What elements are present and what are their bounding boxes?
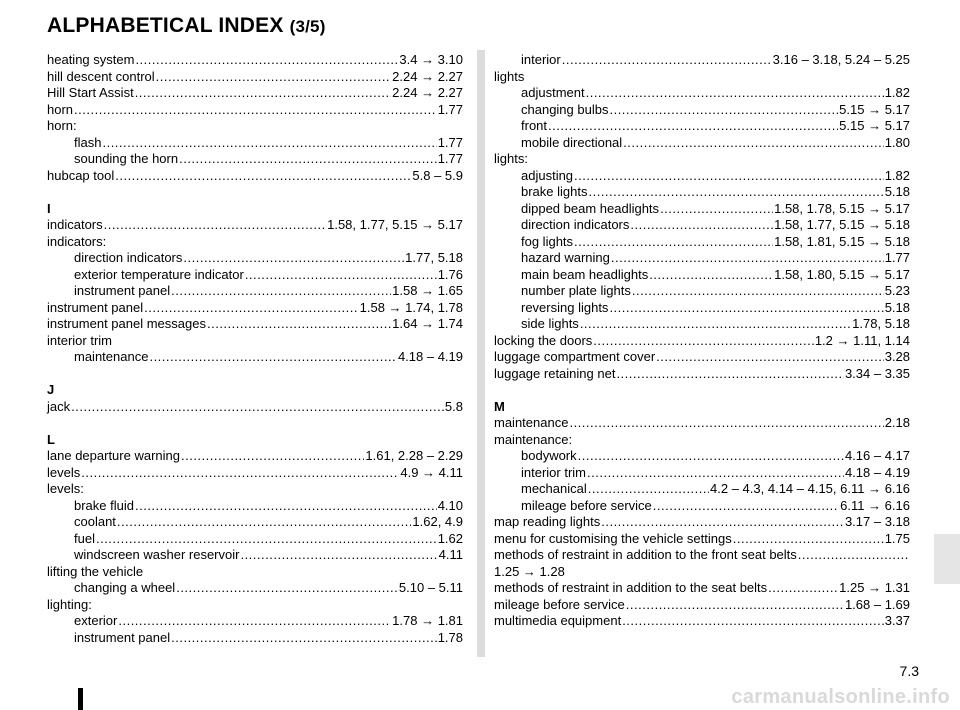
- entry-page-ref: 1.58, 1.78, 5.15 → 5.17: [774, 200, 910, 216]
- entry-label: interior: [521, 52, 561, 67]
- index-heading: lifting the vehicle: [47, 563, 144, 579]
- index-entry: [494, 481, 910, 498]
- entry-label: direction indicators: [74, 250, 183, 265]
- entry-page-ref: 1.64 → 1.74: [392, 316, 463, 331]
- entry-label: front: [521, 118, 548, 133]
- dot-leader: [609, 102, 838, 119]
- dot-leader: [630, 217, 773, 234]
- entry-label: side lights: [521, 316, 579, 331]
- dot-leader: [118, 613, 391, 630]
- dot-leader: [588, 481, 709, 498]
- crop-mark: [78, 688, 83, 710]
- dot-leader: [616, 366, 844, 383]
- entry-label: mileage before service: [521, 497, 652, 513]
- entry-label: maintenance: [74, 349, 149, 364]
- entry-page-ref: 5.8 – 5.9: [412, 167, 463, 183]
- entry-label: map reading lights: [494, 514, 601, 529]
- dot-leader: [632, 283, 884, 300]
- entry-page-ref: 3.17 – 3.18: [844, 514, 910, 529]
- dot-leader: [611, 250, 884, 267]
- entry-page-ref: 1.76: [437, 266, 463, 282]
- dot-leader: [653, 498, 839, 515]
- entry-page-ref: 6.11 → 6.16: [840, 497, 910, 513]
- entry-label: instrument panel messages: [47, 316, 206, 331]
- entry-page-ref: 1.82: [884, 85, 910, 100]
- dot-leader: [156, 69, 392, 86]
- entry-label: instrument panel: [74, 283, 171, 298]
- index-entry: [494, 267, 910, 284]
- dot-leader: [609, 300, 883, 317]
- index-entry: [494, 465, 910, 482]
- title-part: (3/5): [289, 17, 326, 36]
- entry-page-ref: 1.58, 1.80, 5.15 → 5.17: [774, 266, 910, 282]
- index-entry: [494, 300, 910, 317]
- index-column-right: [494, 52, 910, 630]
- index-entry: [494, 531, 910, 548]
- index-heading: maintenance:: [494, 431, 573, 447]
- entry-label: methods of restraint in addition to the front seat belts: [494, 547, 797, 562]
- entry-label: windscreen washer reservoir: [74, 547, 240, 562]
- index-entry: [494, 349, 910, 366]
- index-entry: [47, 448, 463, 465]
- dot-leader: [593, 333, 814, 350]
- dot-leader: [179, 151, 437, 168]
- entry-page-ref: 1.77: [437, 151, 463, 166]
- dot-leader: [104, 217, 326, 234]
- index-entry: [494, 52, 910, 69]
- section-letter: J: [47, 382, 55, 397]
- dot-leader: [74, 102, 437, 119]
- entry-label: number plate lights: [521, 283, 631, 298]
- dot-leader: [574, 234, 773, 251]
- entry-page-ref: 1.61, 2.28 – 2.29: [365, 448, 463, 463]
- entry-page-ref: 1.77, 5.18: [405, 250, 463, 265]
- entry-page-ref: 5.15 → 5.17: [839, 118, 910, 133]
- dot-leader: [117, 514, 411, 531]
- entry-page-ref: 5.10 – 5.11: [398, 580, 463, 595]
- dot-leader: [656, 349, 884, 366]
- index-entry: [47, 267, 463, 284]
- section-letter: I: [47, 200, 51, 216]
- index-entry: [47, 102, 463, 119]
- dot-leader: [207, 316, 391, 333]
- dot-leader: [580, 316, 851, 333]
- index-entry: [47, 250, 463, 267]
- title-text: ALPHABETICAL INDEX: [47, 14, 284, 37]
- entry-page-ref: 5.23: [884, 283, 910, 298]
- entry-label: fog lights: [521, 233, 574, 249]
- index-entry: [47, 217, 463, 234]
- index-entry: [494, 514, 910, 531]
- entry-label: lane departure warning: [47, 448, 180, 463]
- entry-page-ref: 4.2 – 4.3, 4.14 – 4.15, 6.11 → 6.16: [710, 481, 910, 496]
- entry-label: luggage retaining net: [494, 365, 616, 381]
- index-heading: 1.25 → 1.28: [494, 563, 565, 579]
- entry-page-ref: 3.28: [884, 349, 910, 364]
- dot-leader: [176, 580, 398, 597]
- dot-leader: [183, 250, 404, 267]
- entry-label: changing a wheel: [74, 580, 176, 595]
- entry-page-ref: 1.2 → 1.11, 1.14: [814, 332, 910, 348]
- entry-label: heating system: [47, 52, 135, 67]
- entry-label: jack: [47, 398, 71, 414]
- entry-label: mobile directional: [521, 134, 623, 150]
- index-entry: [494, 85, 910, 102]
- entry-label: bodywork: [521, 448, 577, 463]
- entry-label: coolant: [74, 514, 116, 529]
- entry-label: changing bulbs: [521, 101, 609, 117]
- entry-label: interior trim: [521, 464, 587, 480]
- dot-leader: [626, 597, 844, 614]
- entry-label: brake lights: [521, 184, 588, 199]
- index-entry: [494, 168, 910, 185]
- index-entry: [494, 102, 910, 119]
- page-title: [47, 14, 326, 38]
- entry-label: hill descent control: [47, 68, 155, 84]
- dot-leader: [768, 580, 838, 597]
- dot-leader: [181, 448, 364, 465]
- index-entry: [494, 580, 910, 597]
- dot-leader: [649, 267, 773, 284]
- entry-label: methods of restraint in addition to the seat belts: [494, 580, 768, 595]
- index-entry: [494, 250, 910, 267]
- entry-label: mechanical: [521, 481, 587, 496]
- index-entry: [47, 531, 463, 548]
- index-heading: lights: [494, 68, 525, 84]
- dot-leader: [149, 349, 396, 366]
- entry-page-ref: 1.77: [437, 134, 463, 150]
- entry-page-ref: 1.58, 1.81, 5.15 → 5.18: [774, 233, 910, 249]
- index-entry: [494, 366, 910, 383]
- index-entry: [47, 135, 463, 152]
- index-entry: [47, 630, 463, 647]
- dot-leader: [171, 630, 437, 647]
- index-entry: [494, 201, 910, 218]
- dot-leader: [96, 531, 437, 548]
- dot-leader: [660, 201, 773, 218]
- index-entry: [494, 184, 910, 201]
- entry-page-ref: 3.37: [884, 613, 910, 628]
- dot-leader: [135, 85, 391, 102]
- dot-leader: [586, 85, 884, 102]
- entry-page-ref: 1.62: [437, 530, 463, 546]
- index-entry: [494, 217, 910, 234]
- entry-page-ref: 5.18: [884, 299, 910, 315]
- entry-page-ref: 1.77: [884, 250, 910, 265]
- entry-label: locking the doors: [494, 332, 593, 348]
- entry-label: adjusting: [521, 167, 574, 183]
- entry-page-ref: 1.25 → 1.31: [839, 580, 910, 595]
- index-entry: [47, 498, 463, 515]
- entry-label: main beam headlights: [521, 266, 649, 282]
- index-entry: [494, 448, 910, 465]
- dot-leader: [81, 465, 399, 482]
- index-entry: [47, 85, 463, 102]
- dot-leader: [622, 613, 884, 630]
- entry-page-ref: 4.16 – 4.17: [844, 448, 910, 463]
- dot-leader: [587, 465, 844, 482]
- index-column-left: [47, 52, 463, 646]
- index-entry: [47, 283, 463, 300]
- entry-page-ref: 1.68 – 1.69: [844, 596, 910, 612]
- entry-label: horn: [47, 101, 74, 117]
- entry-page-ref: 4.11: [438, 547, 463, 562]
- dot-leader: [588, 184, 883, 201]
- dot-leader: [733, 531, 884, 548]
- entry-label: mileage before service: [494, 596, 625, 612]
- index-entry: [47, 514, 463, 531]
- dot-leader: [569, 415, 883, 432]
- index-entry: [47, 151, 463, 168]
- page-number: 7.3: [899, 663, 919, 679]
- index-entry: [494, 597, 910, 614]
- entry-label: instrument panel: [74, 629, 171, 645]
- entry-label: menu for customising the vehicle settings: [494, 530, 732, 546]
- entry-label: fuel: [74, 530, 95, 546]
- entry-label: direction indicators: [521, 217, 630, 232]
- entry-page-ref: 1.58 → 1.74, 1.78: [359, 299, 463, 315]
- entry-label: multimedia equipment: [494, 613, 622, 628]
- entry-page-ref: 4.18 – 4.19: [844, 464, 910, 480]
- index-heading: levels:: [47, 481, 84, 496]
- dot-leader: [245, 267, 437, 284]
- index-entry: [47, 580, 463, 597]
- entry-label: exterior temperature indicator: [74, 266, 244, 282]
- watermark: carmanualsonline.info: [731, 686, 950, 708]
- dot-leader: [71, 399, 444, 416]
- entry-label: levels: [47, 464, 81, 480]
- index-entry: [494, 234, 910, 251]
- entry-page-ref: 4.18 – 4.19: [397, 349, 463, 364]
- entry-page-ref: 3.16 – 3.18, 5.24 – 5.25: [772, 52, 910, 67]
- dot-leader: [798, 547, 909, 564]
- index-entry: [494, 118, 910, 135]
- index-heading: interior trim: [47, 332, 113, 348]
- entry-page-ref: 2.24 → 2.27: [392, 68, 463, 84]
- entry-label: luggage compartment cover: [494, 349, 656, 364]
- entry-page-ref: 3.4 → 3.10: [399, 52, 463, 67]
- index-entry: [494, 415, 910, 432]
- entry-page-ref: 5.8: [444, 398, 463, 414]
- index-entry: [47, 300, 463, 317]
- dot-leader: [135, 498, 437, 515]
- index-heading: horn:: [47, 118, 77, 133]
- entry-page-ref: 5.15 → 5.17: [839, 101, 910, 117]
- entry-label: Hill Start Assist: [47, 85, 134, 100]
- index-entry: [47, 613, 463, 630]
- index-heading: lights:: [494, 151, 528, 166]
- entry-label: reversing lights: [521, 299, 609, 315]
- dot-leader: [135, 52, 398, 69]
- entry-label: indicators: [47, 217, 103, 232]
- index-entry: [494, 613, 910, 630]
- section-letter: L: [47, 431, 55, 447]
- section-tab: [934, 534, 960, 584]
- dot-leader: [240, 547, 437, 564]
- dot-leader: [601, 514, 844, 531]
- entry-page-ref: 2.24 → 2.27: [392, 85, 463, 100]
- dot-leader: [623, 135, 884, 152]
- index-entry: [494, 135, 910, 152]
- entry-page-ref: 1.78 → 1.81: [392, 613, 463, 628]
- index-entry: [47, 399, 463, 416]
- index-entry: [494, 498, 910, 515]
- entry-label: flash: [74, 134, 102, 150]
- dot-leader: [102, 135, 436, 152]
- index-entry: [494, 547, 910, 564]
- dot-leader: [115, 168, 411, 185]
- entry-page-ref: 1.58 → 1.65: [392, 283, 463, 298]
- entry-label: instrument panel: [47, 299, 144, 315]
- dot-leader: [548, 118, 838, 135]
- index-entry: [47, 316, 463, 333]
- index-entry: [47, 349, 463, 366]
- entry-label: exterior: [74, 613, 118, 628]
- dot-leader: [578, 448, 844, 465]
- dot-leader: [574, 168, 884, 185]
- entry-page-ref: 1.78, 5.18: [852, 316, 910, 331]
- entry-page-ref: 5.18: [884, 184, 910, 199]
- index-entry: [47, 547, 463, 564]
- entry-label: sounding the horn: [74, 151, 179, 166]
- entry-page-ref: 1.80: [884, 134, 910, 150]
- dot-leader: [144, 300, 359, 317]
- index-entry: [494, 316, 910, 333]
- entry-page-ref: 1.58, 1.77, 5.15 → 5.18: [774, 217, 910, 232]
- column-divider: [477, 50, 485, 657]
- index-heading: indicators:: [47, 233, 107, 249]
- dot-leader: [562, 52, 772, 69]
- entry-page-ref: 1.62, 4.9: [412, 514, 463, 529]
- entry-label: dipped beam headlights: [521, 200, 660, 216]
- entry-label: maintenance: [494, 415, 569, 430]
- index-heading: lighting:: [47, 596, 92, 612]
- index-entry: [47, 69, 463, 86]
- entry-page-ref: 1.78: [437, 629, 463, 645]
- entry-page-ref: 1.77: [437, 101, 463, 117]
- index-entry: [494, 333, 910, 350]
- section-letter: M: [494, 398, 505, 414]
- entry-page-ref: 1.82: [884, 167, 910, 183]
- entry-label: adjustment: [521, 85, 585, 100]
- index-entry: [47, 168, 463, 185]
- index-entry: [47, 465, 463, 482]
- entry-page-ref: 4.9 → 4.11: [400, 464, 463, 480]
- dot-leader: [171, 283, 391, 300]
- entry-label: hazard warning: [521, 250, 610, 265]
- index-entry: [494, 283, 910, 300]
- entry-page-ref: 1.58, 1.77, 5.15 → 5.17: [327, 217, 463, 232]
- index-entry: [47, 52, 463, 69]
- entry-label: hubcap tool: [47, 167, 115, 183]
- entry-page-ref: 4.10: [437, 497, 463, 513]
- entry-page-ref: 3.34 – 3.35: [844, 365, 910, 381]
- entry-page-ref: 2.18: [884, 415, 910, 430]
- entry-label: brake fluid: [74, 497, 134, 513]
- entry-page-ref: 1.75: [884, 530, 910, 546]
